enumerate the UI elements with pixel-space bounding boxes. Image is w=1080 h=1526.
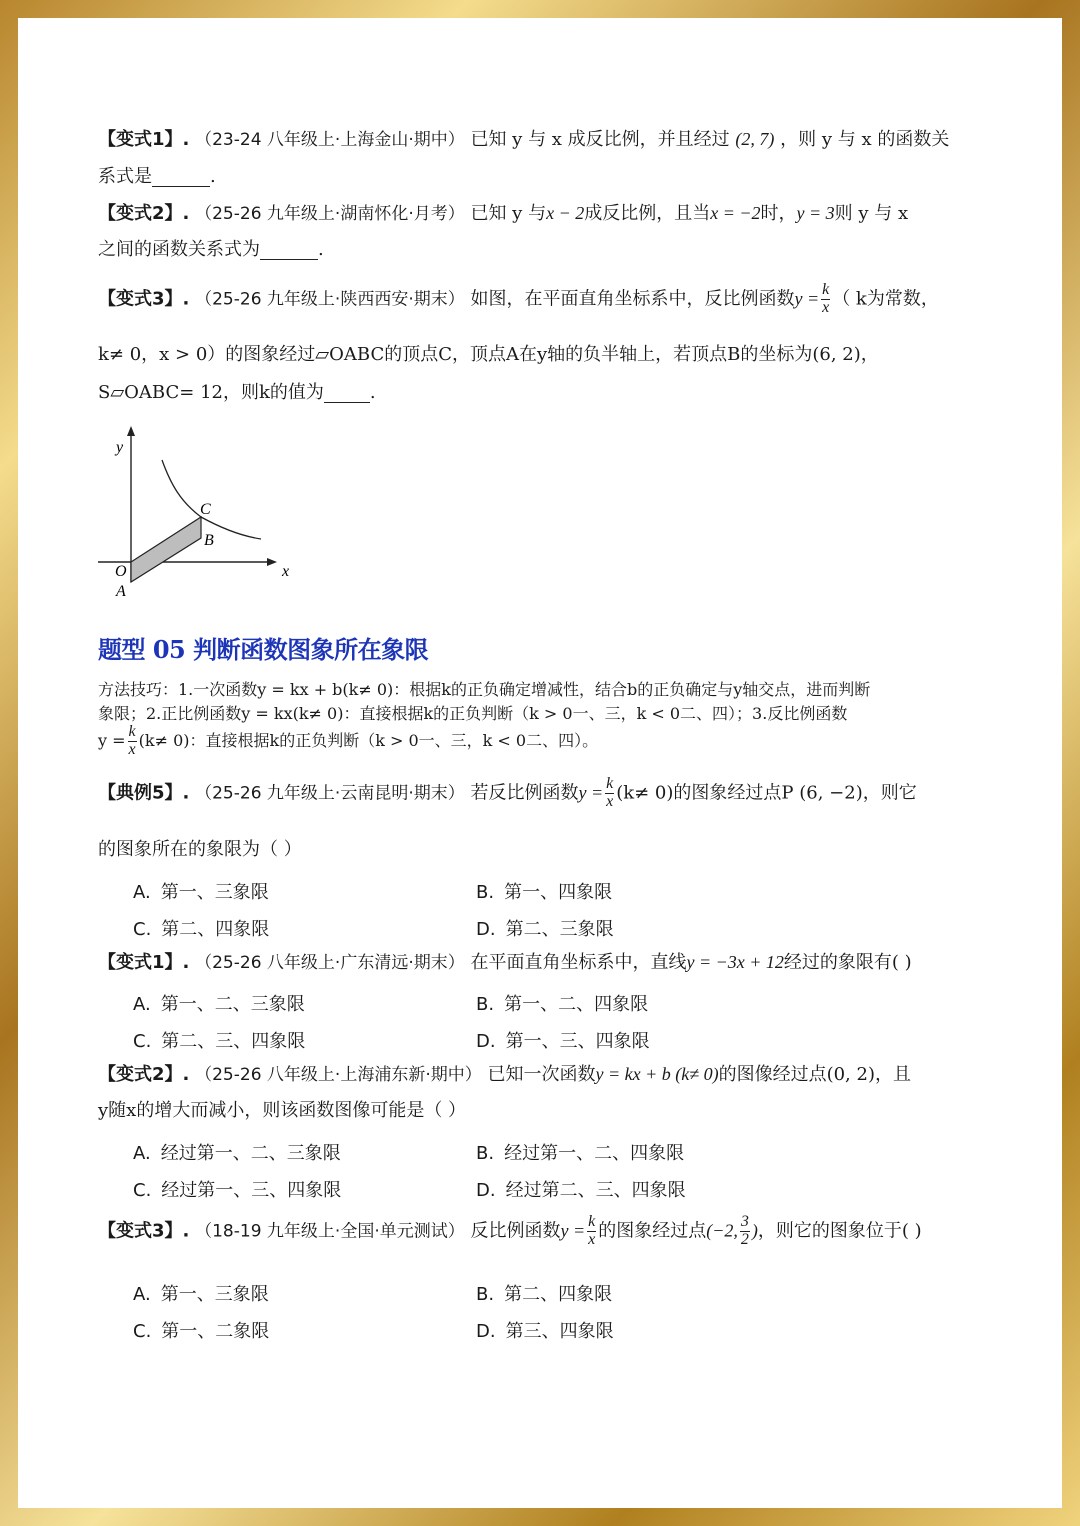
question-text: ，则它的图象位于( ) <box>757 1220 922 1242</box>
question-tag: 【变式2】. <box>98 1064 190 1085</box>
option-b[interactable]: B. 第一、四象限 <box>476 882 613 903</box>
worksheet-page <box>18 18 1062 1508</box>
option-c[interactable]: C. 第二、三、四象限 <box>133 1031 306 1052</box>
math-expression: y = kx + b (k≠ 0) <box>595 1064 719 1084</box>
question-variant-2b <box>98 1065 911 1084</box>
question-text: 之间的函数关系式为 <box>98 239 260 260</box>
math-expression: y = <box>578 782 604 803</box>
example-5 <box>98 776 917 811</box>
question-text: 若反比例函数 <box>470 782 579 804</box>
parallelogram-oabc <box>131 517 201 582</box>
method-tip-line-1: 方法技巧：1.一次函数y = kx + b(k≠ 0)：根据k的正负确定增减性，结合b的正负确定与y轴交点，进而判断 <box>98 680 871 699</box>
question-variant-1b <box>98 953 912 972</box>
option-b[interactable]: B. 第二、四象限 <box>476 1284 613 1305</box>
question-text: 经过的象限有( ) <box>783 952 912 973</box>
question-text: 则 y 与 x <box>834 203 909 224</box>
question-text: 系式是 <box>98 166 152 187</box>
option-a[interactable]: A. 第一、三象限 <box>133 1284 269 1305</box>
option-d[interactable]: D. 第二、三象限 <box>476 919 614 940</box>
answer-blank <box>260 241 318 260</box>
question-tag: 【变式3】. <box>98 288 190 310</box>
question-variant-3 <box>98 282 939 317</box>
question-text: k≠ 0，x > 0）的图象经过▱OABC的顶点C，顶点A在y轴的负半轴上，若顶点B的坐标为(6, 2)， <box>98 344 879 365</box>
label-o: O <box>115 563 127 580</box>
question-variant-3-line2 <box>98 346 879 364</box>
option-c[interactable]: C. 第一、二象限 <box>133 1321 270 1342</box>
question-end: . <box>318 239 324 260</box>
x-axis-arrow <box>267 558 277 566</box>
question-variant-2 <box>98 204 908 223</box>
question-text: 在平面直角坐标系中，直线 <box>470 952 687 973</box>
question-text: 成反比例，且当 <box>584 203 711 224</box>
question-variant-2b-line2: y随x的增大而减小，则该函数图像可能是（ ） <box>98 1100 467 1121</box>
option-d[interactable]: D. 第一、三、四象限 <box>476 1031 650 1052</box>
option-b[interactable]: B. 第一、二、四象限 <box>476 994 649 1015</box>
question-source: （25-26 八年级上·上海浦东新·期中） <box>195 1065 482 1085</box>
question-source: （25-26 八年级上·广东清远·期末） <box>195 953 465 973</box>
question-end: . <box>369 382 376 403</box>
question-text: 如图，在平面直角坐标系中，反比例函数 <box>470 288 795 310</box>
math-point: (2, 7) <box>735 129 775 149</box>
question-variant-3b <box>98 1214 922 1249</box>
question-variant-3-line3 <box>98 384 376 403</box>
option-c[interactable]: C. 经过第一、三、四象限 <box>133 1180 342 1201</box>
question-variant-2-line2 <box>98 241 324 260</box>
option-c[interactable]: C. 第二、四象限 <box>133 919 270 940</box>
math-expression: y = <box>794 288 820 309</box>
question-text: 已知一次函数 <box>487 1064 596 1085</box>
math-condition: x = −2 <box>710 203 761 223</box>
option-a[interactable]: A. 第一、三象限 <box>133 882 269 903</box>
example-5-line2: 的图象所在的象限为（ ） <box>98 839 302 860</box>
question-variant-1 <box>98 130 949 149</box>
math-condition: y = 3 <box>796 203 835 223</box>
math-point: (−2, <box>706 1220 738 1241</box>
question-tag: 【典例5】. <box>98 782 190 804</box>
option-b[interactable]: B. 经过第一、二、四象限 <box>476 1143 685 1164</box>
math-point: ) <box>751 1220 758 1241</box>
question-variant-1-line2 <box>98 168 216 187</box>
question-source: （23-24 八年级上·上海金山·期中） <box>195 130 465 150</box>
option-d[interactable]: D. 经过第二、三、四象限 <box>476 1180 686 1201</box>
answer-blank <box>152 168 210 187</box>
question-source: （18-19 九年级上·全国·单元测试） <box>195 1221 465 1242</box>
label-x: x <box>282 563 290 580</box>
question-tag: 【变式2】. <box>98 203 190 224</box>
question-tag: 【变式3】. <box>98 1220 190 1242</box>
question-text: （ k为常数， <box>832 288 939 310</box>
question-text: S▱OABC= 12，则k的值为 <box>98 382 324 403</box>
question-text: 反比例函数 <box>470 1220 561 1242</box>
fraction-k-over-x: $\frac{k}{x}$ <box>128 723 136 758</box>
question-text: (k≠ 0)的图象经过点P (6, −2)，则它 <box>616 782 917 804</box>
question-text: 的图象经过点 <box>598 1220 707 1242</box>
label-b: B <box>204 532 214 549</box>
question-source: （25-26 九年级上·云南昆明·期末） <box>195 783 465 804</box>
option-a[interactable]: A. 经过第一、二、三象限 <box>133 1143 341 1164</box>
math-expression: x − 2 <box>546 203 585 223</box>
fraction-k-over-x: $\frac{k}{x}$ <box>588 1213 596 1248</box>
y-axis-arrow <box>127 426 135 436</box>
question-text: ，则 y 与 x 的函数关 <box>780 129 950 150</box>
section-heading: 题型 05 判断函数图象所在象限 <box>98 635 429 664</box>
question-tag: 【变式1】. <box>98 129 190 150</box>
parallelogram-figure <box>96 420 296 600</box>
fraction-k-over-x: $\frac{k}{x}$ <box>822 281 830 316</box>
question-source: （25-26 九年级上·湖南怀化·月考） <box>195 204 465 224</box>
fraction-3-over-2: $\frac{3}{2}$ <box>740 1213 749 1248</box>
question-text: 已知 y 与 <box>470 203 547 224</box>
question-text: 已知 y 与 x 成反比例，并且经过 <box>470 129 730 150</box>
answer-blank <box>324 384 370 403</box>
fraction-k-over-x: $\frac{k}{x}$ <box>606 775 614 810</box>
option-a[interactable]: A. 第一、二、三象限 <box>133 994 305 1015</box>
label-y: y <box>116 439 124 456</box>
math-expression: y = −3x + 12 <box>686 952 784 972</box>
hyperbola-curve <box>162 460 261 539</box>
label-c: C <box>200 501 211 518</box>
label-a: A <box>116 583 126 600</box>
math-expression: y = <box>560 1220 586 1241</box>
question-end: . <box>210 166 216 187</box>
question-source: （25-26 九年级上·陕西西安·期末） <box>195 289 465 310</box>
method-tip-line-3: y = $\frac{k}{x}$ (k≠ 0)：直接根据k的正负判断（k > 0一、三，k < 0二、四）。 <box>98 723 599 758</box>
question-text: 时， <box>760 203 797 224</box>
question-tag: 【变式1】. <box>98 952 190 973</box>
method-tip-line-2: 象限；2.正比例函数y = kx(k≠ 0)：直接根据k的正负判断（k > 0一、三，k < 0二、四）；3.反比例函数 <box>98 704 848 723</box>
question-text: 的图像经过点(0, 2)，且 <box>718 1064 911 1085</box>
option-d[interactable]: D. 第三、四象限 <box>476 1321 614 1342</box>
